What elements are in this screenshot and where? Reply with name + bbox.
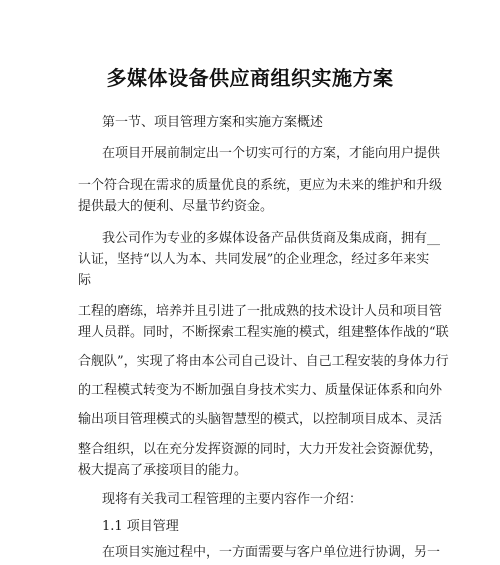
paragraph-line: 合舰队”，实现了将由本公司自己设计、自己工程安装的身体力行: [78, 354, 449, 369]
paragraph-line: 的工程模式转变为不断加强自身技术实力、质量保证体系和向外: [78, 383, 443, 398]
paragraph-line: 理人员群。同时，不断探索工程实施的模式，组建整体作战的“联: [78, 325, 449, 340]
paragraph-line: 极大提高了承接项目的能力。: [78, 463, 248, 478]
subsection-heading: 1.1 项目管理: [102, 519, 179, 534]
paragraph-line: 工程的磨练，培养并且引进了一批成熟的技术设计人员和项目管: [78, 304, 443, 319]
paragraph-line: 提供最大的便利、尽量节约资金。: [78, 199, 274, 214]
document-title: 多媒体设备供应商组织实施方案: [106, 66, 394, 90]
paragraph-line: 一个符合现在需求的质量优良的系统，更应为未来的维护和升级: [78, 178, 443, 193]
paragraph-line: 整合组织，以在充分发挥资源的同时，大力开发社会资源优势，: [78, 442, 443, 457]
paragraph-line: 际: [78, 273, 92, 288]
paragraph-line: 在项目开展前制定出一个切实可行的方案，才能向用户提供: [102, 146, 441, 161]
paragraph-line: 输出项目管理模式的头脑智慧型的模式，以控制项目成本、灵活: [78, 412, 443, 427]
paragraph-line: 在项目实施过程中，一方面需要与客户单位进行协调，另一: [102, 545, 441, 560]
paragraph-line: 我公司作为专业的多媒体设备产品供货商及集成商，拥有__: [102, 231, 441, 246]
paragraph-line: 认证，坚持“以人为本、共同发展”的企业理念，经过多年来实: [78, 252, 430, 267]
paragraph-line: 现将有关我司工程管理的主要内容作一介绍：: [102, 492, 363, 507]
section-heading: 第一节、项目管理方案和实施方案概述: [102, 115, 324, 130]
